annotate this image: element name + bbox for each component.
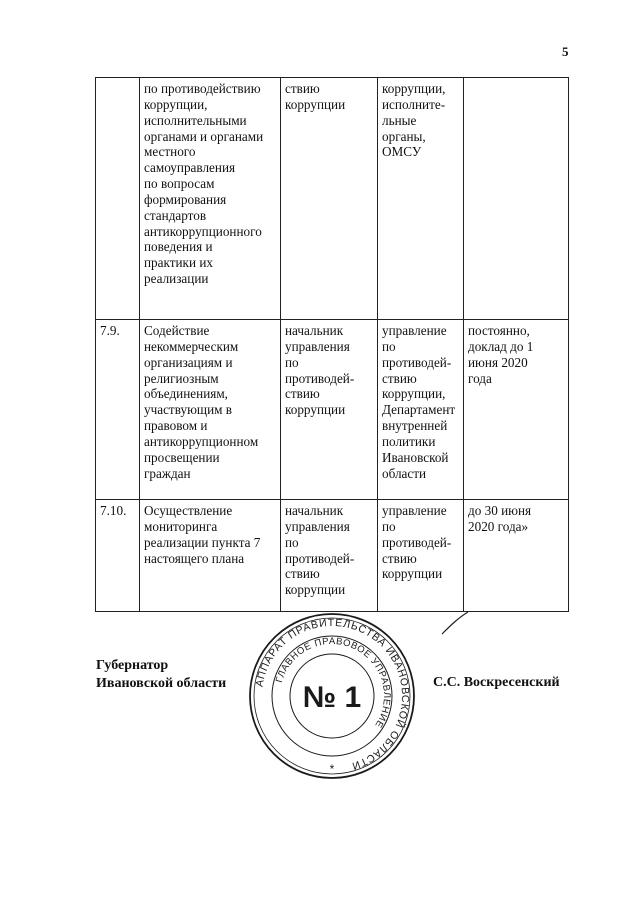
signature-position-line2: Ивановской области — [96, 675, 227, 691]
table-row — [96, 320, 569, 500]
item-number-cell: 7.9. — [96, 320, 140, 500]
seal-center-text: № 1 — [302, 681, 362, 714]
participants-cell: управление по противодей- ствию коррупции, Департамент внутренней политики Ивановской области — [378, 320, 464, 500]
responsible-cell: ствию коррупции — [281, 78, 378, 320]
signature-pen-stroke — [440, 610, 470, 636]
table-row — [96, 78, 569, 320]
signature-position-line1: Губернатор — [96, 658, 169, 673]
action-cell: по противодействию коррупции, исполнительными органами и органами местного самоуправления по вопросам формирования стандартов антикоррупционного поведения и практики их реализации — [140, 78, 281, 320]
seal-inner-text: ГЛАВНОЕ ПРАВОВОЕ УПРАВЛЕНИЕ — [273, 635, 393, 730]
official-seal — [248, 612, 416, 780]
participants-cell: управление по противодей- ствию коррупции — [378, 500, 464, 612]
action-cell: Осуществление мониторинга реализации пункта 7 настоящего плана — [140, 500, 281, 612]
participants-cell: коррупции, исполните- льные органы, ОМСУ — [378, 78, 464, 320]
deadline-cell: до 30 июня 2020 года» — [464, 500, 569, 612]
action-cell: Содействие некоммерческим организациям и религиозным объединениям, участвующим в правовом и антикоррупционном просвещении граждан — [140, 320, 281, 500]
table-row — [96, 500, 569, 612]
responsible-cell: начальник управления по противодей- ствию коррупции — [281, 500, 378, 612]
item-number-cell — [96, 78, 140, 320]
responsible-cell: начальник управления по противодей- ствию коррупции — [281, 320, 378, 500]
deadline-cell: постоянно, доклад до 1 июня 2020 года — [464, 320, 569, 500]
seal-outer-text: АППАРАТ ПРАВИТЕЛЬСТВА ИВАНОВСКОЙ ОБЛАСТИ — [253, 616, 412, 773]
page-number: 5 — [562, 44, 569, 59]
deadline-cell — [464, 78, 569, 320]
plan-table — [95, 77, 569, 612]
signer-name: С.С. Воскресенский — [433, 675, 560, 690]
seal-star: * — [329, 762, 335, 776]
item-number-cell: 7.10. — [96, 500, 140, 612]
signature-position — [96, 657, 226, 692]
